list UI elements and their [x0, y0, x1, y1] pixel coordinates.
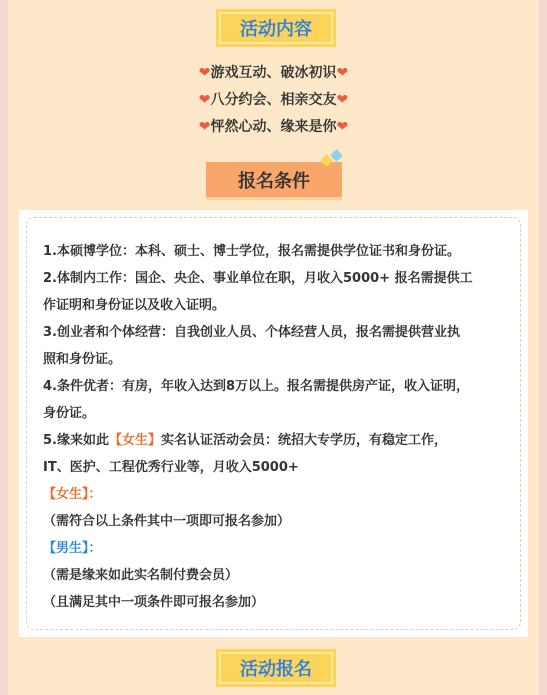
activity-content-title	[219, 12, 333, 44]
condition-line: 身份证。	[43, 406, 96, 421]
condition-line: IT、医护、工程优秀行业等，月收入5000+	[43, 460, 299, 475]
male-note: （且满足其中一项条件即可报名参加）	[43, 595, 265, 610]
conditions-dashed-box	[26, 217, 521, 630]
female-tag: 【女生】	[108, 433, 161, 448]
heart-icon: ❤	[336, 92, 349, 108]
condition-text: 5.缘来如此	[43, 433, 109, 448]
female-label: 【女生】：	[43, 487, 102, 502]
condition-line: 照和身份证。	[43, 352, 122, 367]
male-note: （需是缘来如此实名制付费会员）	[43, 568, 239, 583]
heart-icon: ❤	[198, 65, 211, 81]
female-note: （需符合以上条件其中一项即可报名参加）	[43, 514, 291, 529]
page	[8, 0, 539, 695]
condition-title-wrap	[206, 160, 346, 200]
activity-signup-title	[219, 652, 333, 684]
heart-icon: ❤	[336, 65, 349, 81]
male-label: 【男生】：	[43, 541, 102, 556]
condition-line: 作证明和身份证以及收入证明。	[43, 298, 226, 313]
condition-text: 实名认证活动会员：统招大专学历，有稳定工作，	[161, 433, 448, 448]
condition-title-text: 报名条件	[238, 170, 310, 192]
activity-item-text: 怦然心动、缘来是你	[210, 119, 337, 135]
conditions-card	[19, 210, 528, 637]
activity-item-text: 游戏互动、破冰初识	[210, 65, 337, 81]
heart-icon: ❤	[198, 92, 211, 108]
activity-content-title-text: 活动内容	[240, 19, 312, 40]
activity-item	[8, 114, 539, 141]
activity-item	[8, 87, 539, 114]
condition-line: 1.本硕博学位：本科、硕士、博士学位，报名需提供学位证书和身份证。	[43, 244, 460, 259]
condition-line	[43, 427, 506, 454]
condition-line: 2.体制内工作：国企、央企、事业单位在职，月收入5000+ 报名需提供工	[43, 271, 473, 286]
condition-line: 3.创业者和个体经营：自我创业人员、个体经营人员，报名需提供营业执	[43, 325, 460, 340]
heart-icon: ❤	[198, 119, 211, 135]
heart-icon: ❤	[336, 119, 349, 135]
activity-item-text: 八分约会、相亲交友	[210, 92, 337, 108]
activity-signup-title-text: 活动报名	[240, 659, 312, 680]
condition-line: 4.条件优者：有房，年收入达到8万以上。报名需提供房产证，收入证明，	[43, 379, 470, 394]
activity-list	[8, 60, 539, 141]
condition-title	[206, 162, 342, 200]
activity-item	[8, 60, 539, 87]
